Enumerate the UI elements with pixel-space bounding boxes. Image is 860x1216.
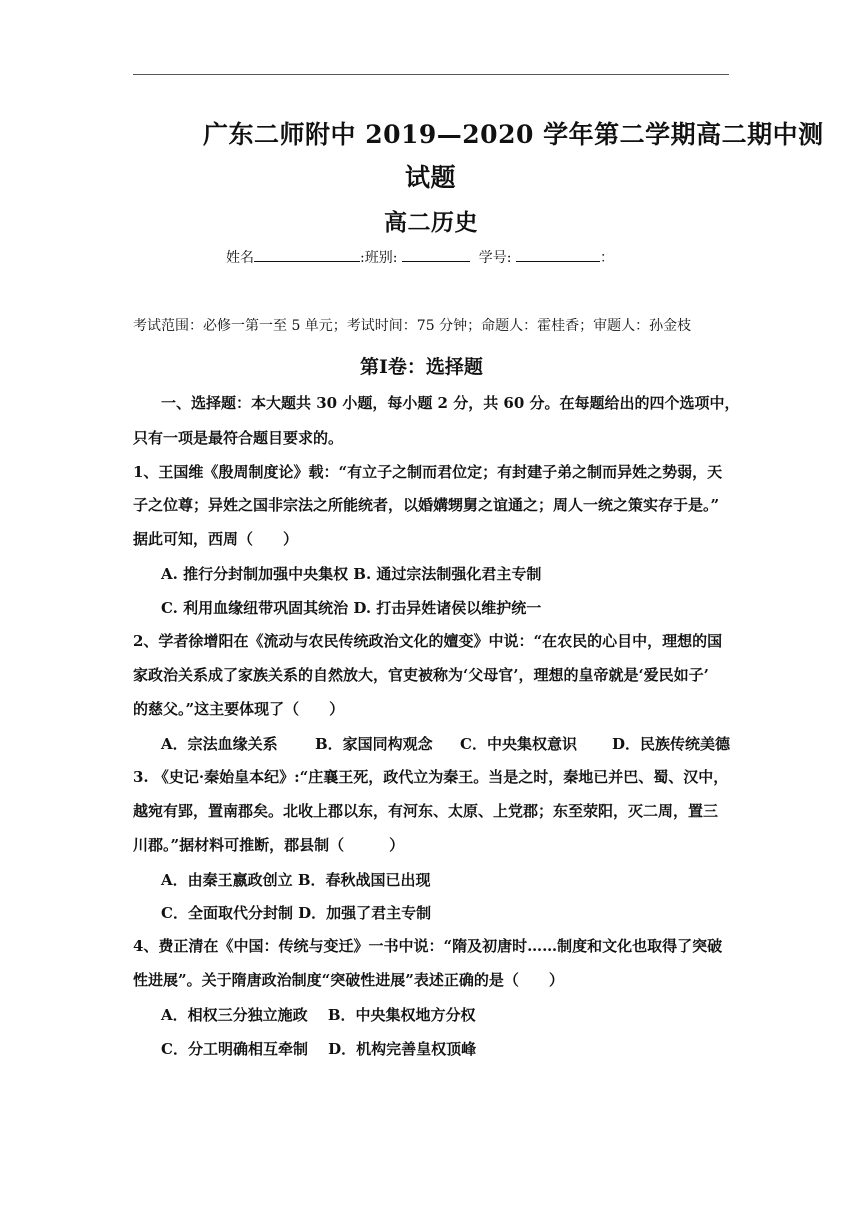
question-3-options-row1: A．由秦王嬴政创立 B．春秋战国已出现 <box>161 871 431 889</box>
class-label: :班别: <box>360 250 398 266</box>
id-blank <box>516 247 600 262</box>
question-1-line1: 1、王国维《殷周制度论》载：“有立子之制而君位定；有封建子弟之制而异姓之势弱，天 <box>133 463 723 481</box>
question-3-line2: 越宛有郢，置南郡矣。北收上郡以东，有河东、太原、上党郡；东至荥阳，灭二周，置三 <box>133 802 719 820</box>
exam-title-line1: 广东二师附中 2019—2020 学年第二学期高二期中测 <box>203 120 824 149</box>
question-2-options-row1 <box>161 733 730 754</box>
question-2-line3: 的慈父。”这主要体现了（ ） <box>133 700 345 718</box>
info-end: ： <box>599 250 614 266</box>
question-3-line1: 3. 《史记·秦始皇本纪》:“庄襄王死，政代立为秦王。当是之时，秦地已并巴、蜀、汉中， <box>133 768 729 786</box>
question-3-line3: 川郡。”据材料可推断，郡县制（ ） <box>133 836 405 854</box>
question-1-line2: 子之位尊；异姓之国非宗法之所能统者，以婚媾甥舅之谊通之；周人一统之策实存于是。” <box>133 496 720 514</box>
question-2-option-c: C．中央集权意识 <box>460 735 577 753</box>
question-1-options-row2: C. 利用血缘纽带巩固其统治 D. 打击异姓诸侯以维护统一 <box>161 599 542 617</box>
id-label: 学号: <box>478 250 512 266</box>
section-title: 第Ⅰ卷：选择题 <box>360 356 483 378</box>
question-4-options-row2: C．分工明确相互牵制 D．机构完善皇权顶峰 <box>161 1040 477 1058</box>
question-4-options-row1: A．相权三分独立施政 B．中央集权地方分权 <box>161 1006 476 1024</box>
question-4-line1: 4、费正清在《中国：传统与变迁》一书中说：“隋及初唐时……制度和文化也取得了突破 <box>133 937 723 955</box>
name-blank <box>254 247 360 262</box>
section-intro-line2: 只有一项是最符合题目要求的。 <box>133 429 344 447</box>
question-2-line1: 2、学者徐增阳在《流动与农民传统政治文化的嬗变》中说：“在农民的心目中，理想的国 <box>133 632 723 650</box>
question-1-options-row1: A. 推行分封制加强中央集权 B. 通过宗法制强化君主专制 <box>161 565 542 583</box>
question-2-option-b: B．家国同构观念 <box>315 735 433 753</box>
question-4-line2: 性进展”。关于隋唐政治制度“突破性进展”表述正确的是（ ） <box>133 971 564 989</box>
header-rule <box>133 74 729 75</box>
exam-range: 考试范围：必修一第一至 5 单元；考试时间：75 分钟；命题人：霍桂香；审题人：孙金枝 <box>133 318 692 334</box>
exam-title-line2: 试题 <box>405 163 457 192</box>
question-2-line2: 家政治关系成了家族关系的自然放大，官吏被称为‘父母官’，理想的皇帝就是‘爱民如子’ <box>133 666 709 684</box>
student-info-line <box>226 247 614 267</box>
question-2-option-d: D．民族传统美德 <box>612 735 731 753</box>
section-intro-line1: 一、选择题：本大题共 30 小题，每小题 2 分，共 60 分。在每题给出的四个选项中， <box>161 394 740 412</box>
question-2-option-a: A．宗法血缘关系 <box>161 735 278 753</box>
question-3-options-row2: C．全面取代分封制 D．加强了君主专制 <box>161 904 432 922</box>
class-blank <box>402 247 470 262</box>
name-label: 姓名 <box>226 250 254 266</box>
subject-title: 高二历史 <box>384 209 478 236</box>
question-1-line3: 据此可知，西周（ ） <box>133 530 299 548</box>
